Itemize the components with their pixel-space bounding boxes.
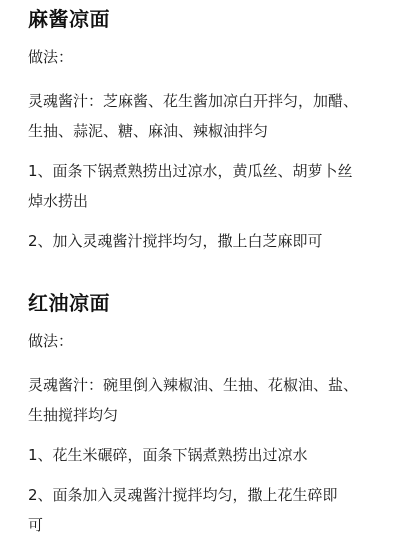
step-line: 焯水捞出 bbox=[28, 192, 89, 210]
step-1 bbox=[28, 440, 384, 470]
method-label: 做法： bbox=[28, 332, 74, 350]
sauce-line: 生抽搅拌均匀 bbox=[28, 406, 119, 424]
recipe-mahjiang-liangmian bbox=[28, 0, 384, 256]
sauce-line: 生抽、蒜泥、糖、麻油、辣椒油拌匀 bbox=[28, 122, 269, 140]
recipe-title: 红油凉面 bbox=[28, 291, 110, 315]
method-label: 做法： bbox=[28, 48, 74, 66]
sauce-line: 灵魂酱汁：碗里倒入辣椒油、生抽、花椒油、盐、 bbox=[28, 376, 359, 394]
sauce-line: 灵魂酱汁：芝麻酱、花生酱加凉白开拌匀，加醋、 bbox=[28, 92, 359, 110]
step-line: 1、面条下锅煮熟捞出过凉水，黄瓜丝、胡萝卜丝 bbox=[28, 162, 353, 180]
sauce-paragraph bbox=[28, 370, 384, 430]
sauce-paragraph bbox=[28, 86, 384, 146]
step-line: 1、花生米碾碎，面条下锅煮熟捞出过凉水 bbox=[28, 446, 308, 464]
recipe-hongyou-liangmian bbox=[28, 284, 384, 540]
step-1 bbox=[28, 156, 384, 216]
step-2 bbox=[28, 480, 384, 540]
step-line: 可 bbox=[28, 516, 44, 534]
recipe-title: 麻酱凉面 bbox=[28, 7, 110, 31]
step-line: 2、加入灵魂酱汁搅拌均匀，撒上白芝麻即可 bbox=[28, 232, 323, 250]
step-line: 2、面条加入灵魂酱汁搅拌均匀，撒上花生碎即 bbox=[28, 486, 338, 504]
step-2 bbox=[28, 226, 384, 256]
